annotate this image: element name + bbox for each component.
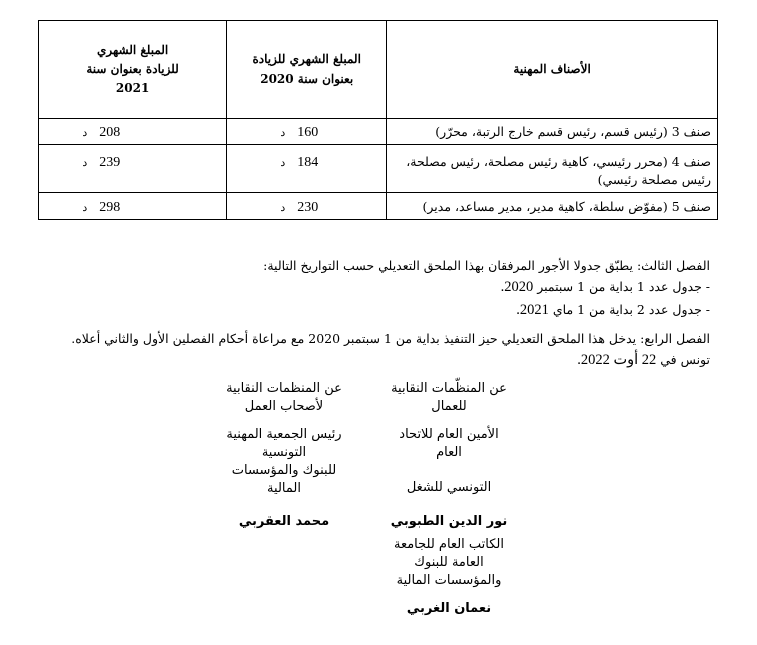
category-cell: صنف 5 (مفوّض سلطة، كاهية مدير، مدير مساعد، مدير) <box>387 193 718 220</box>
amount-2020-cell: 230 د <box>227 193 387 220</box>
schedule-item-1: - جدول عدد 1 بداية من 1 سبتمبر 2020. <box>500 279 710 295</box>
ugtt-title-continued: التونسي للشغل <box>406 480 492 495</box>
header-amount-2020: المبلغ الشهري للزيادة بعنوان سنة 2020 <box>227 21 387 119</box>
ugtt-title: الأمين العام للاتحاد العام <box>399 427 499 460</box>
signatory-name-akrabi: محمد العقربي <box>238 514 330 529</box>
salary-increase-table <box>38 20 718 220</box>
article-4-text: الفصل الرابع: يدخل هذا الملحق التعديلي حيز التنفيذ بداية من 1 سبتمبر 2020 مع مراعاة أحكام الفصلين الأول والثاني أعلاه. <box>71 331 710 346</box>
signatory-name-tabboubi: نور الدين الطبوبي <box>390 514 508 529</box>
table-header-row <box>39 21 718 119</box>
amount-2021-cell: 239 د <box>39 145 227 193</box>
federation-title: الكاتب العام للجامعة العامة للبنوك والمؤسسات المالية <box>393 537 505 588</box>
table-row <box>39 193 718 220</box>
header-category: الأصناف المهنية <box>387 21 718 119</box>
amount-2020-cell: 160 د <box>227 119 387 145</box>
header-amount-2021: المبلغ الشهري للزيادة بعنوان سنة 2021 <box>39 21 227 119</box>
table-row <box>39 119 718 145</box>
amount-2021-cell: 298 د <box>39 193 227 220</box>
category-cell: صنف 3 (رئيس قسم، رئيس قسم خارج الرتبة، محرّر) <box>387 119 718 145</box>
employers-unions-heading: عن المنظمات النقابية لأصحاب العمل <box>226 381 342 414</box>
signatory-name-gharbi: نعمان الغربي <box>406 601 492 616</box>
article-3-text: الفصل الثالث: يطبّق جدولا الأجور المرفقان بهذا الملحق التعديلي حسب التواريخ التالية: <box>263 258 710 273</box>
amount-2020-cell: 184 د <box>227 145 387 193</box>
amount-2021-cell: 208 د <box>39 119 227 145</box>
schedule-item-2: - جدول عدد 2 بداية من 1 ماي 2021. <box>516 302 710 318</box>
date-line: تونس في 22 أوت 2022. <box>577 352 710 368</box>
workers-unions-heading: عن المنظّمات النقابية للعمال <box>391 381 507 414</box>
category-cell: صنف 4 (محرر رئيسي، كاهية رئيس مصلحة، رئيس مصلحة، رئيس مصلحة رئيسي) <box>387 145 718 193</box>
banks-association-title: رئيس الجمعية المهنية التونسية للبنوك والمؤسسات المالية <box>226 427 342 496</box>
table-row <box>39 145 718 193</box>
